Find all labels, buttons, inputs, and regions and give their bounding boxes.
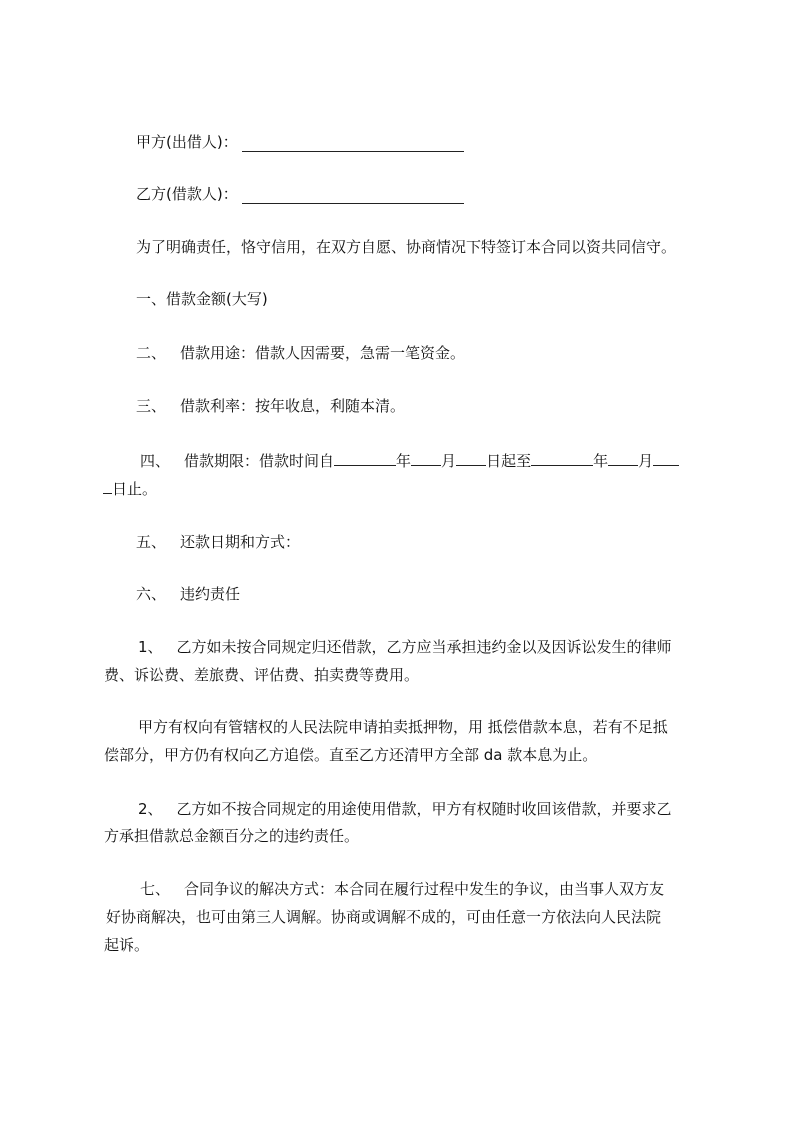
breach-item-1-text-1: 乙方如未按合同规定归还借款，乙方应当承担违约金以及因诉讼发生的律师 <box>176 638 672 656</box>
clause-4-loan-term <box>140 451 679 471</box>
clause-3-number: 三、 <box>136 397 167 415</box>
start-month-label: 月 <box>441 452 457 470</box>
clause-6-text: 违约责任 <box>180 585 241 603</box>
breach-item-1-line-2: 费、诉讼费、差旅费、评估费、拍卖费等费用。 <box>104 666 420 684</box>
end-day-blank-end <box>103 479 112 494</box>
clause-7-dispute-line-3: 起诉。 <box>104 936 150 954</box>
collateral-paragraph-line-2: 偿部分，甲方仍有权向乙方追偿。直至乙方还清甲方全部 da 款本息为止。 <box>104 746 598 764</box>
clause-5-repayment <box>136 532 300 552</box>
clause-7-dispute-line-1 <box>140 879 664 899</box>
end-year-blank <box>531 451 593 466</box>
lender-row <box>136 132 464 152</box>
borrower-name-blank <box>242 189 464 204</box>
end-month-blank <box>608 451 638 466</box>
clause-6-number: 六、 <box>136 585 167 603</box>
collateral-paragraph-line-1: 甲方有权向有管辖权的人民法院申请拍卖抵押物，用 抵偿借款本息，若有不足抵 <box>138 718 668 736</box>
borrower-row <box>136 184 464 204</box>
preamble: 为了明确责任，恪守信用，在双方自愿、协商情况下特签订本合同以资共同信守。 <box>136 238 677 256</box>
breach-item-2-line-2: 方承担借款总金额百分之的违约责任。 <box>104 827 360 845</box>
clause-3-interest-rate <box>136 396 405 416</box>
clause-7-dispute-line-2: 好协商解决，也可由第三人调解。协商或调解不成的，可由任意一方依法向人民法院 <box>106 908 662 926</box>
breach-item-2-text-1: 乙方如不按合同规定的用途使用借款，甲方有权随时收回该借款，并要求乙 <box>176 800 672 818</box>
breach-item-1-line-1 <box>138 637 672 657</box>
start-day-label: 日起至 <box>486 452 532 470</box>
breach-item-1-number: 1、 <box>138 638 163 656</box>
clause-1-loan-amount: 一、借款金额(大写) <box>136 290 268 308</box>
end-year-label: 年 <box>593 452 609 470</box>
end-month-label: 月 <box>638 452 654 470</box>
clause-2-number: 二、 <box>136 344 167 362</box>
clause-4-end: 日止。 <box>112 480 158 498</box>
breach-item-2-line-1 <box>138 799 672 819</box>
clause-7-text-1: 合同争议的解决方式：本合同在履行过程中发生的争议，由当事人双方友 <box>184 880 665 898</box>
clause-7-number: 七、 <box>140 880 171 898</box>
breach-item-2-number: 2、 <box>138 800 163 818</box>
end-day-blank-start <box>653 451 679 466</box>
clause-3-text: 借款利率：按年收息，利随本清。 <box>180 397 406 415</box>
clause-5-text: 还款日期和方式： <box>180 533 301 551</box>
lender-name-blank <box>242 137 464 152</box>
clause-4-continuation <box>103 479 157 499</box>
clause-2-loan-purpose <box>136 343 465 363</box>
clause-4-number: 四、 <box>140 452 171 470</box>
start-month-blank <box>411 451 441 466</box>
start-year-blank <box>334 451 396 466</box>
clause-6-breach <box>136 584 240 604</box>
clause-4-text: 借款期限：借款时间自 <box>184 452 335 470</box>
lender-label: 甲方(出借人)： <box>136 133 238 151</box>
clause-2-text: 借款用途：借款人因需要，急需一笔资金。 <box>180 344 466 362</box>
clause-5-number: 五、 <box>136 533 167 551</box>
start-day-blank <box>456 451 486 466</box>
borrower-label: 乙方(借款人)： <box>136 185 238 203</box>
start-year-label: 年 <box>396 452 412 470</box>
